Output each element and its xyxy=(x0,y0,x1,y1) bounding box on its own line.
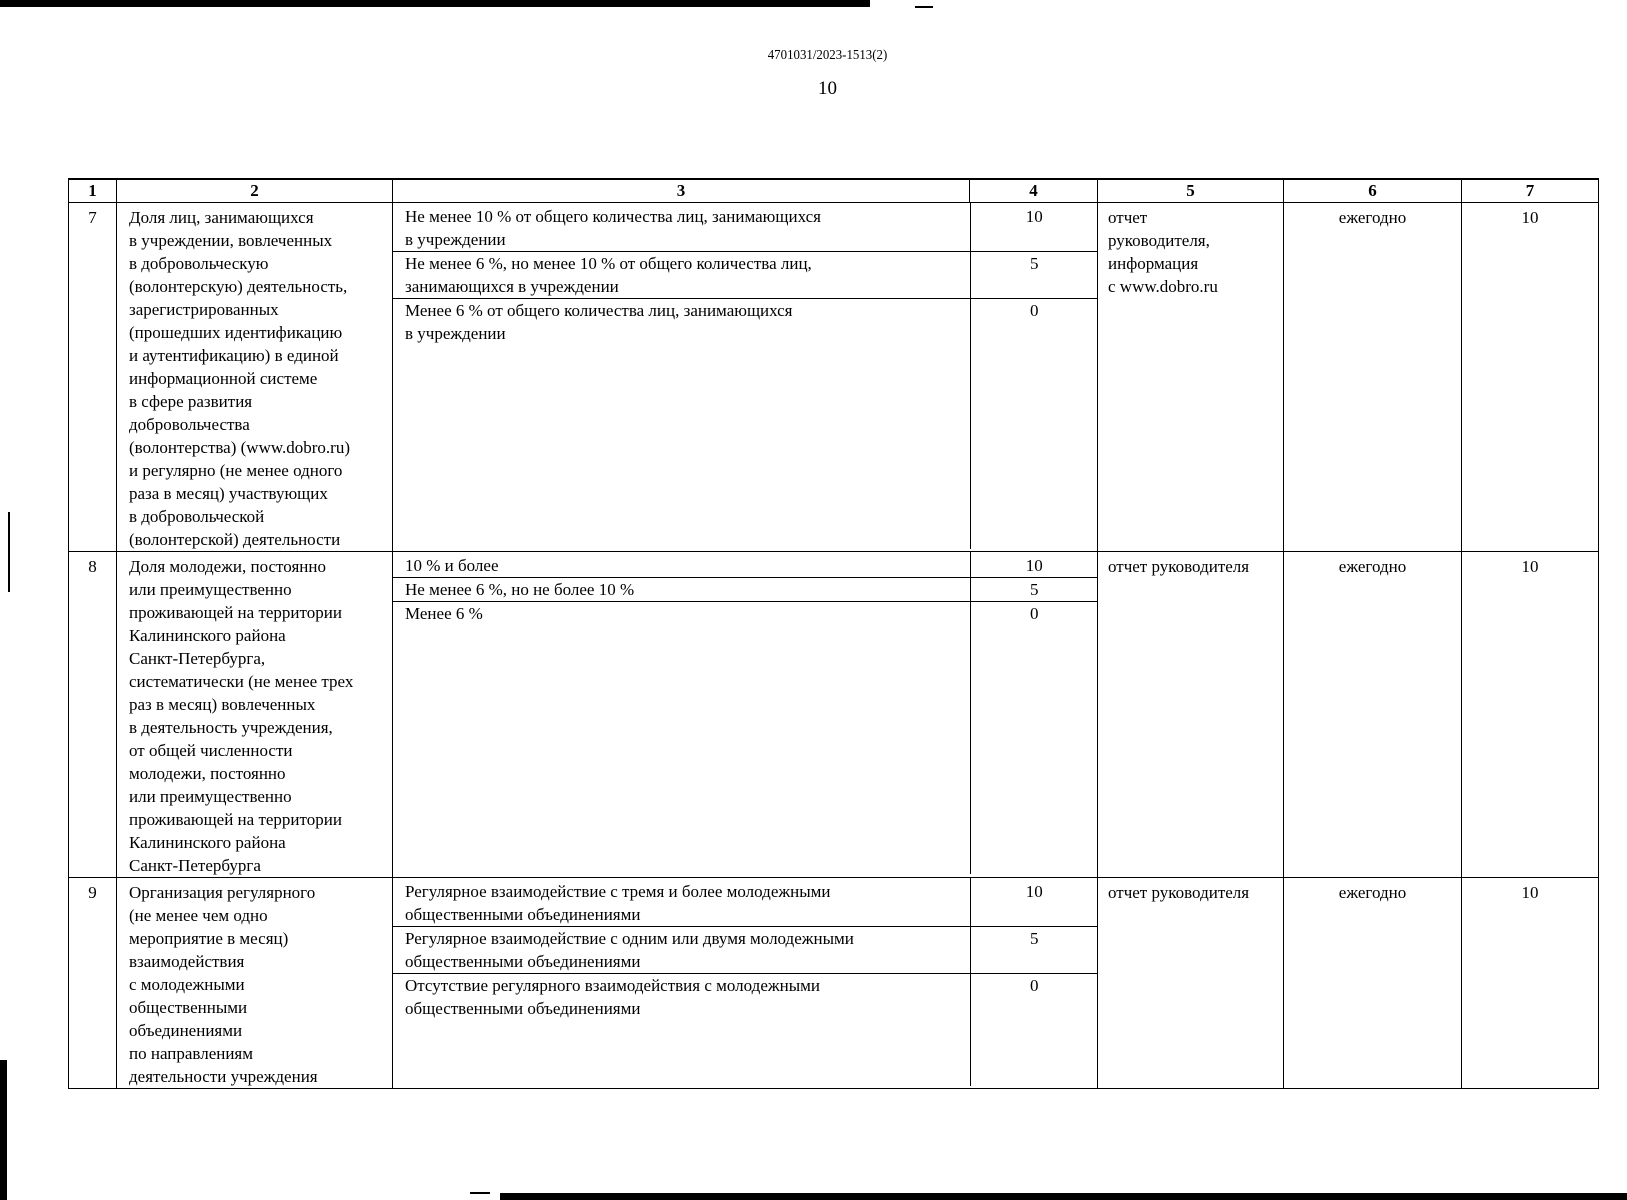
criterion-row xyxy=(393,252,1098,299)
indicator-line: и аутентификацию) в единой xyxy=(129,346,339,365)
column-header-1: 1 xyxy=(69,179,117,203)
scan-artifact-bottom-dash xyxy=(470,1192,490,1194)
indicator-line: зарегистрированных xyxy=(129,300,279,319)
column-header-4: 4 xyxy=(970,179,1098,203)
criterion-points: 5 xyxy=(970,578,1098,602)
criterion-line: Не менее 6 %, но не более 10 % xyxy=(405,580,635,599)
indicator-line: или преимущественно xyxy=(129,580,292,599)
criterion-line: Не менее 6 %, но менее 10 % от общего количества лиц, xyxy=(405,254,812,273)
indicator-line: Доля молодежи, постоянно xyxy=(129,557,326,576)
criterion-text xyxy=(393,552,970,578)
criterion-line: в учреждении xyxy=(405,324,506,343)
frequency-cell: ежегодно xyxy=(1284,203,1462,552)
indicator-line: информационной системе xyxy=(129,369,318,388)
indicator-line: мероприятие в месяц) xyxy=(129,929,289,948)
source-line: отчет руководителя xyxy=(1108,557,1250,576)
source-cell xyxy=(1098,203,1284,552)
criteria-cell xyxy=(393,552,1098,878)
indicator-line: Доля лиц, занимающихся xyxy=(129,208,314,227)
criterion-text xyxy=(393,252,970,299)
frequency-cell: ежегодно xyxy=(1284,552,1462,878)
scan-artifact-top-dash xyxy=(915,6,933,8)
criterion-line: общественными объединениями xyxy=(405,952,641,971)
criterion-line: общественными объединениями xyxy=(405,905,641,924)
indicator-line: Санкт-Петербурга xyxy=(129,856,261,875)
table-header-row xyxy=(69,179,1599,203)
criterion-line: Регулярное взаимодействие с тремя и более молодежными xyxy=(405,882,831,901)
source-line: с www.dobro.ru xyxy=(1108,277,1218,296)
frequency-cell: ежегодно xyxy=(1284,878,1462,1089)
criterion-row xyxy=(393,927,1098,974)
source-cell xyxy=(1098,878,1284,1089)
indicator-line: в деятельность учреждения, xyxy=(129,718,333,737)
criterion-points: 10 xyxy=(970,203,1098,252)
criteria-subtable xyxy=(393,878,1098,1086)
indicator-line: объединениями xyxy=(129,1021,243,1040)
indicator-line: (волонтерской) деятельности xyxy=(129,530,341,549)
scan-artifact-top-bar xyxy=(0,0,870,7)
table-row xyxy=(69,203,1599,552)
column-header-2: 2 xyxy=(117,179,393,203)
indicator-line: с молодежными xyxy=(129,975,245,994)
indicator-line: Организация регулярного xyxy=(129,883,316,902)
criterion-line: Регулярное взаимодействие с одним или двумя молодежными xyxy=(405,929,854,948)
indicator-line: и регулярно (не менее одного xyxy=(129,461,343,480)
criterion-points: 0 xyxy=(1030,301,1039,320)
criterion-line: Отсутствие регулярного взаимодействия с молодежными xyxy=(405,976,820,995)
row-number: 9 xyxy=(69,878,117,1089)
criterion-row xyxy=(393,299,1098,549)
criterion-text xyxy=(393,602,970,874)
criterion-points: 0 xyxy=(1030,604,1039,623)
indicator-line: деятельности учреждения xyxy=(129,1067,318,1086)
column-header-3: 3 xyxy=(393,179,970,203)
criterion-line: 10 % и более xyxy=(405,556,499,575)
criterion-points: 5 xyxy=(970,252,1098,299)
criterion-line: Менее 6 % xyxy=(405,604,483,623)
criterion-text xyxy=(393,878,970,927)
row-number: 7 xyxy=(69,203,117,552)
criterion-text xyxy=(393,927,970,974)
indicator-line: в сфере развития xyxy=(129,392,253,411)
column-header-5: 5 xyxy=(1098,179,1284,203)
criterion-line: общественными объединениями xyxy=(405,999,641,1018)
criterion-line: занимающихся в учреждении xyxy=(405,277,619,296)
criteria-cell xyxy=(393,878,1098,1089)
indicator-line: (прошедших идентификацию xyxy=(129,323,343,342)
indicator-line: (не менее чем одно xyxy=(129,906,268,925)
indicator-line: (волонтерства) (www.dobro.ru) xyxy=(129,438,351,457)
page-number: 10 xyxy=(818,78,837,99)
table-row xyxy=(69,878,1599,1089)
criterion-line: в учреждении xyxy=(405,230,506,249)
indicator-line: раза в месяц) участвующих xyxy=(129,484,328,503)
indicator-line: Санкт-Петербурга, xyxy=(129,649,266,668)
scan-artifact-left-bar xyxy=(0,1060,7,1200)
criterion-text xyxy=(393,974,970,1086)
indicator-cell xyxy=(117,203,393,552)
indicator-line: в добровольческой xyxy=(129,507,265,526)
scan-artifact-bottom-bar xyxy=(500,1193,1627,1200)
indicator-line: Калининского района xyxy=(129,626,286,645)
indicator-line: в добровольческую xyxy=(129,254,269,273)
document-number: 4701031/2023-1513(2) xyxy=(767,48,888,63)
column-header-7: 7 xyxy=(1462,179,1599,203)
indicator-line: или преимущественно xyxy=(129,787,292,806)
scan-artifact-left-mark xyxy=(8,512,10,592)
criterion-line: Не менее 10 % от общего количества лиц, занимающихся xyxy=(405,207,821,226)
indicator-line: общественными xyxy=(129,998,248,1017)
criterion-points: 10 xyxy=(970,552,1098,578)
criterion-points: 0 xyxy=(1030,976,1039,995)
source-cell xyxy=(1098,552,1284,878)
indicator-line: взаимодействия xyxy=(129,952,245,971)
indicator-line: добровольчества xyxy=(129,415,250,434)
indicator-line: Калининского района xyxy=(129,833,286,852)
max-points-cell: 10 xyxy=(1462,878,1599,1089)
criteria-table xyxy=(68,178,1599,1089)
indicator-cell xyxy=(117,878,393,1089)
criterion-text xyxy=(393,578,970,602)
source-line: отчет xyxy=(1108,208,1148,227)
criterion-points: 5 xyxy=(970,927,1098,974)
indicator-line: в учреждении, вовлеченных xyxy=(129,231,333,250)
criterion-line: Менее 6 % от общего количества лиц, занимающихся xyxy=(405,301,793,320)
criterion-points: 10 xyxy=(970,878,1098,927)
indicator-line: (волонтерскую) деятельность, xyxy=(129,277,348,296)
criterion-row xyxy=(393,552,1098,578)
indicator-line: по направлениям xyxy=(129,1044,254,1063)
criteria-subtable xyxy=(393,552,1098,874)
source-line: отчет руководителя xyxy=(1108,883,1250,902)
criterion-row xyxy=(393,602,1098,874)
criteria-cell xyxy=(393,203,1098,552)
criterion-row xyxy=(393,203,1098,252)
criterion-row xyxy=(393,578,1098,602)
indicator-line: систематически (не менее трех xyxy=(129,672,354,691)
indicator-line: раз в месяц) вовлеченных xyxy=(129,695,316,714)
source-line: руководителя, xyxy=(1108,231,1210,250)
row-number: 8 xyxy=(69,552,117,878)
criterion-text xyxy=(393,203,970,252)
indicator-line: от общей численности xyxy=(129,741,293,760)
indicator-line: молодежи, постоянно xyxy=(129,764,286,783)
indicator-cell xyxy=(117,552,393,878)
max-points-cell: 10 xyxy=(1462,552,1599,878)
column-header-6: 6 xyxy=(1284,179,1462,203)
criterion-text xyxy=(393,299,970,549)
table-row xyxy=(69,552,1599,878)
criterion-row xyxy=(393,878,1098,927)
criteria-subtable xyxy=(393,203,1098,549)
indicator-line: проживающей на территории xyxy=(129,810,342,829)
source-line: информация xyxy=(1108,254,1199,273)
criterion-row xyxy=(393,974,1098,1086)
max-points-cell: 10 xyxy=(1462,203,1599,552)
indicator-line: проживающей на территории xyxy=(129,603,342,622)
